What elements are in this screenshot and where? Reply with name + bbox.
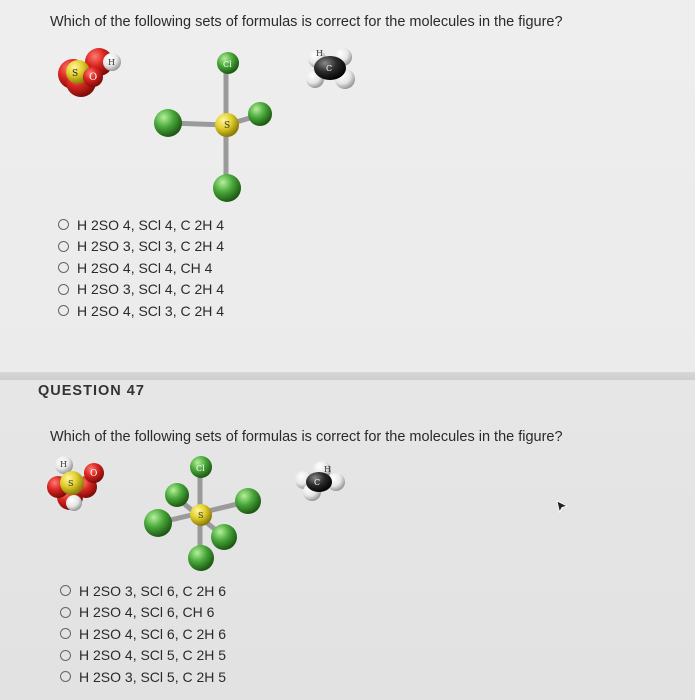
question-1-prompt: Which of the following sets of formulas is correct for the molecules in the figure? [50, 14, 563, 30]
chlorine-atom [213, 174, 241, 202]
chlorine-atom [165, 483, 189, 507]
q2-molecule-hydrocarbon [292, 460, 347, 505]
radio-button[interactable] [58, 305, 69, 316]
chlorine-atom [211, 524, 237, 550]
option-label: H 2SO 3, SCl 5, C 2H 5 [79, 668, 227, 685]
question-2-prompt: Which of the following sets of formulas is correct for the molecules in the figure? [50, 429, 563, 445]
q1-molecule-acid [55, 40, 125, 100]
question-divider [0, 372, 695, 380]
option-label: H 2SO 3, SCl 4, C 2H 4 [77, 281, 225, 298]
option-label: H 2SO 3, SCl 3, C 2H 4 [77, 238, 225, 255]
chlorine-atom [144, 509, 172, 537]
radio-button[interactable] [58, 241, 69, 252]
q2-molecule-acid [50, 453, 110, 513]
option-label: H 2SO 4, SCl 3, C 2H 4 [77, 302, 225, 319]
hydrogen-atom [66, 495, 82, 511]
question-2-options [60, 580, 226, 688]
radio-button[interactable] [60, 585, 71, 596]
h-label: H [108, 58, 115, 67]
chlorine-atom [235, 488, 261, 514]
h-label: H [60, 460, 67, 469]
c-label: C [326, 64, 333, 73]
option-label: H 2SO 4, SCl 5, C 2H 5 [79, 647, 227, 664]
radio-button[interactable] [60, 607, 71, 618]
answer-option[interactable] [58, 279, 224, 301]
h-label: H [316, 49, 323, 58]
chlorine-atom [154, 109, 182, 137]
cl-label: Cl [196, 464, 205, 473]
o-label: O [90, 469, 98, 479]
option-label: H 2SO 4, SCl 4, CH 4 [77, 259, 213, 276]
answer-option[interactable] [60, 645, 226, 667]
answer-option[interactable] [58, 236, 224, 258]
question-heading: QUESTION 47 [38, 383, 145, 399]
radio-button[interactable] [58, 284, 69, 295]
radio-button[interactable] [58, 219, 69, 230]
o-label: O [89, 72, 98, 83]
radio-button[interactable] [60, 650, 71, 661]
s-label: S [68, 479, 74, 488]
radio-button[interactable] [58, 262, 69, 273]
question-1-options [58, 214, 224, 322]
s-label: S [72, 69, 79, 79]
answer-option[interactable] [60, 602, 226, 624]
answer-option[interactable] [58, 257, 224, 279]
answer-option[interactable] [58, 214, 224, 236]
option-label: H 2SO 3, SCl 6, C 2H 6 [79, 582, 227, 599]
option-label: H 2SO 4, SCl 4, C 2H 4 [77, 216, 225, 233]
radio-button[interactable] [60, 628, 71, 639]
cl-label: Cl [223, 60, 232, 69]
q1-molecule-hydrocarbon [303, 45, 363, 95]
s-center-label: S [224, 121, 231, 131]
h-label: H [324, 465, 331, 474]
chlorine-atom [188, 545, 214, 571]
answer-option[interactable] [60, 666, 226, 688]
q2-molecule-scl [140, 455, 270, 580]
radio-button[interactable] [60, 671, 71, 682]
answer-option[interactable] [60, 623, 226, 645]
chlorine-atom [248, 102, 272, 126]
q1-molecule-scl [150, 50, 280, 200]
mouse-pointer-icon [556, 500, 568, 514]
answer-option[interactable] [60, 580, 226, 602]
s-center-label: S [198, 511, 204, 520]
c-label: C [314, 478, 321, 487]
option-label: H 2SO 4, SCl 6, C 2H 6 [79, 625, 227, 642]
option-label: H 2SO 4, SCl 6, CH 6 [79, 604, 215, 621]
answer-option[interactable] [58, 300, 224, 322]
